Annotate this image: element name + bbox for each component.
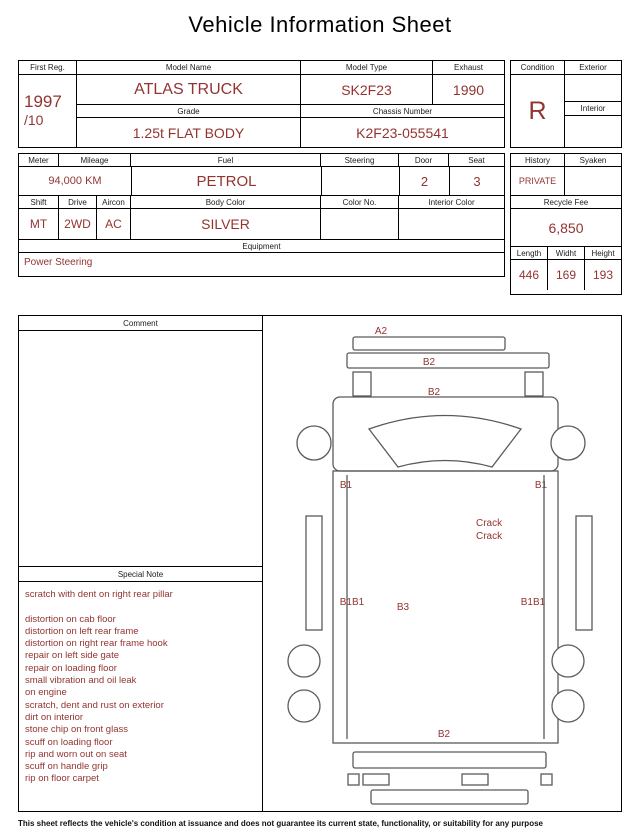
grade-label: Grade <box>77 105 301 117</box>
damage-label-b2-bottom: B2 <box>437 729 451 740</box>
special-note-line: scratch with dent on right rear pillar <box>25 589 173 600</box>
truck-hinge-right <box>525 372 543 396</box>
height-value: 193 <box>592 268 614 282</box>
damage-label-b3: B3 <box>396 602 410 613</box>
special-note-line: repair on loading floor <box>25 662 117 674</box>
equipment-value: Power Steering <box>24 256 93 268</box>
door-label: Door <box>399 154 449 166</box>
bumper-block-right <box>462 774 488 785</box>
special-note-line: distortion on cab floor <box>25 613 116 625</box>
condition-grade-value: R <box>528 96 547 125</box>
meter-label: Meter <box>19 154 59 166</box>
grade-value: 1.25t FLAT BODY <box>77 118 301 147</box>
mileage-value: 94,000 KM <box>19 167 132 195</box>
color-no-label: Color No. <box>321 196 399 208</box>
fuel-label: Fuel <box>131 154 321 166</box>
special-note-label: Special Note <box>19 567 262 582</box>
special-note-line: rip on floor carpet <box>25 773 99 785</box>
length-label: Length <box>511 247 548 259</box>
damage-label-crack-2: Crack <box>476 531 503 542</box>
spec-table <box>18 153 505 277</box>
seat-label: Seat <box>468 155 485 165</box>
damage-label-a2: A2 <box>374 326 388 337</box>
condition-table <box>510 60 622 148</box>
damage-label-crack-1: Crack <box>476 518 503 529</box>
front-wheel-left <box>297 426 331 460</box>
model-type-value: SK2F23 <box>301 75 433 104</box>
comment-body <box>19 331 262 567</box>
side-gate-left <box>306 516 322 630</box>
drive-label: Drive <box>59 196 97 208</box>
interior-color-label: Interior Color <box>428 197 475 207</box>
special-note-line <box>25 601 256 613</box>
model-type-label: Model Type <box>301 61 433 74</box>
first-reg-month: /10 <box>24 112 44 128</box>
special-note-line: stone chip on front glass <box>25 724 128 736</box>
steering-label: Steering <box>321 154 399 166</box>
exterior-label: Exterior <box>565 61 621 75</box>
truck-rear-gate-bar <box>347 353 549 368</box>
model-name-value: ATLAS TRUCK <box>77 75 301 104</box>
first-reg-year: 1997 <box>24 92 62 111</box>
special-note-line: dirt on interior <box>25 711 84 723</box>
first-reg-label: First Reg. <box>19 61 76 75</box>
length-value: 446 <box>511 260 548 290</box>
color-no-value <box>321 209 399 239</box>
drive-value: 2WD <box>59 209 97 239</box>
chassis-number-value: K2F23-055541 <box>356 124 449 141</box>
body-color-value: SILVER <box>131 209 321 239</box>
fuel-value: PETROL <box>132 167 322 195</box>
disclaimer-text: This sheet reflects the vehicle's condition at issuance and does not guarantee its current state, functionality, or suitability for any purpose <box>18 819 543 828</box>
recycle-fee-value: 6,850 <box>548 219 584 236</box>
special-note-body <box>19 582 262 811</box>
damage-label-b2-rear: B2 <box>422 357 436 368</box>
lower-front-bar <box>371 790 528 804</box>
exterior-value <box>565 75 621 102</box>
bumper-end-right <box>541 774 552 785</box>
damage-label-b1b1-left: B1B1 <box>339 597 365 608</box>
special-note-line: scuff on handle grip <box>25 761 108 773</box>
page-title: Vehicle Information Sheet <box>188 12 452 37</box>
special-note-line: repair on left side gate <box>25 650 120 662</box>
exhaust-value: 1990 <box>452 81 485 98</box>
history-label: History <box>511 154 565 166</box>
height-label: Height <box>591 248 615 258</box>
syaken-value <box>565 167 621 195</box>
comment-label: Comment <box>19 316 262 331</box>
recycle-fee-label: Recycle Fee <box>543 197 589 207</box>
rear-wheel-left-2 <box>288 690 320 722</box>
interior-value <box>565 116 621 147</box>
aircon-label: Aircon <box>97 196 131 208</box>
special-note-line: distortion on right rear frame hook <box>25 638 168 650</box>
body-color-label: Body Color <box>131 196 321 208</box>
vehicle-damage-diagram <box>263 316 623 811</box>
mileage-label: Mileage <box>59 154 131 166</box>
rear-wheel-left-1 <box>288 645 320 677</box>
seat-value: 3 <box>473 173 481 189</box>
special-note-line: scratch, dent and rust on exterior <box>25 699 164 711</box>
front-bumper <box>353 752 546 768</box>
truck-hinge-left <box>353 372 371 396</box>
chassis-number-label: Chassis Number <box>372 106 433 116</box>
truck-windshield <box>369 416 521 468</box>
width-value: 169 <box>548 260 585 290</box>
damage-label-b1b1-right: B1B1 <box>520 597 546 608</box>
shift-label: Shift <box>19 196 59 208</box>
steering-value <box>322 167 400 195</box>
exhaust-label: Exhaust <box>454 63 483 72</box>
model-name-label: Model Name <box>77 61 301 74</box>
width-label: Widht <box>548 247 585 259</box>
special-note-line: rip and worn out on seat <box>25 748 127 760</box>
first-reg-value <box>19 75 76 147</box>
history-table <box>510 153 622 295</box>
interior-color-value <box>399 209 504 239</box>
front-wheel-right <box>551 426 585 460</box>
door-value: 2 <box>400 167 450 195</box>
bumper-block-left <box>363 774 389 785</box>
aircon-value: AC <box>97 209 131 239</box>
vehicle-id-table <box>18 60 505 148</box>
side-gate-right <box>576 516 592 630</box>
history-value: PRIVATE <box>511 167 565 195</box>
damage-label-b1-left: B1 <box>339 480 353 491</box>
special-note-line: on engine <box>25 687 67 699</box>
rear-wheel-right-1 <box>552 645 584 677</box>
special-note-line: distortion on left rear frame <box>25 625 139 637</box>
truck-rear-top-bar <box>353 337 505 350</box>
damage-label-b2-cab: B2 <box>427 387 441 398</box>
bottom-section <box>18 315 622 812</box>
equipment-label: Equipment <box>242 241 281 251</box>
condition-label: Condition <box>511 61 564 75</box>
syaken-label: Syaken <box>579 155 607 165</box>
bumper-end-left <box>348 774 359 785</box>
rear-wheel-right-2 <box>552 690 584 722</box>
special-note-line: scuff on loading floor <box>25 736 113 748</box>
interior-label: Interior <box>565 102 621 116</box>
special-note-line: small vibration and oil leak <box>25 675 137 687</box>
shift-value: MT <box>19 209 59 239</box>
damage-label-b1-right: B1 <box>534 480 548 491</box>
